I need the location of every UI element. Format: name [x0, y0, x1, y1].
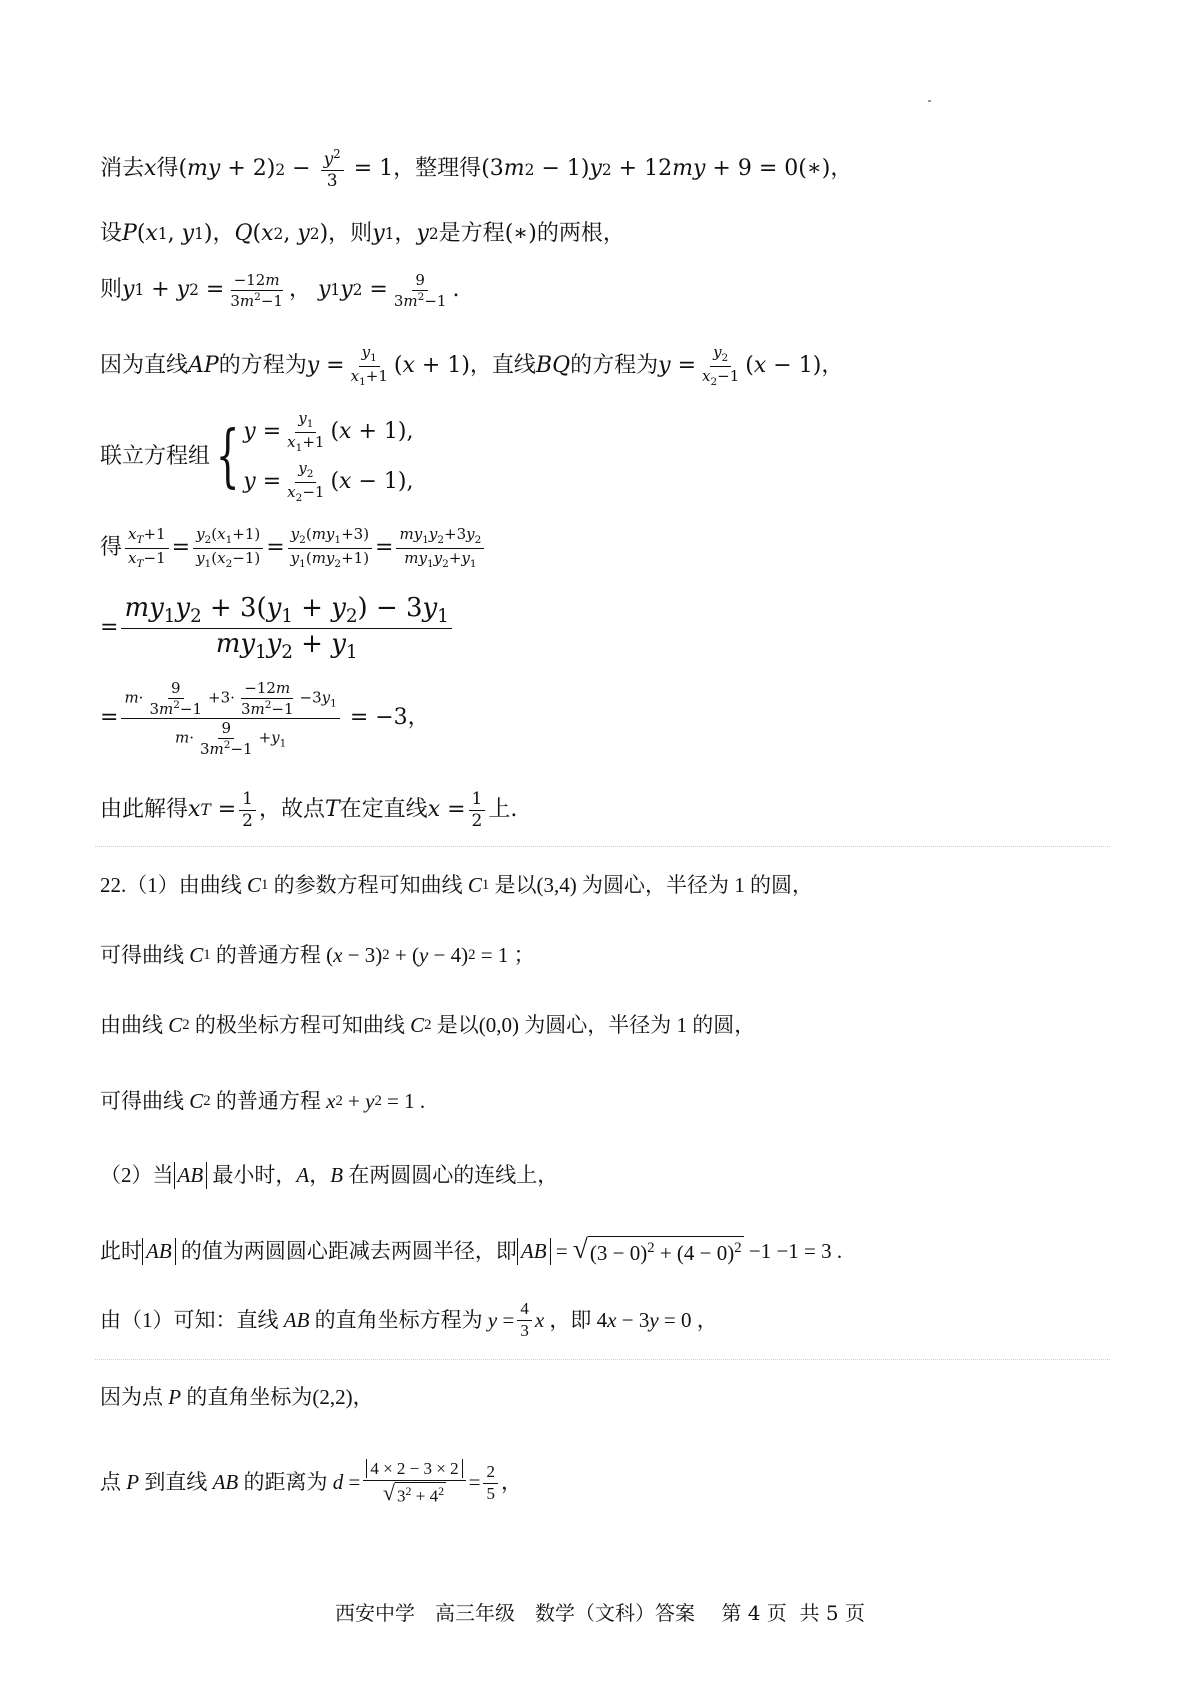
line-conclusion: 由此解得 x T = $\frac{1}{2}$ ，故点 T 在定直线 x = $\frac{1}{2}$ 上.	[100, 789, 518, 831]
part2-line-1: （2）当 AB 最小时， A ， B 在两圆圆心的连线上，	[100, 1162, 558, 1189]
q22-line-3: 由曲线 C 2 的极坐标方程可知曲线 C 2 是以 (0,0) 为圆心，半径为 1 的圆，	[100, 1013, 756, 1037]
part2-line-4: 因为点 P 的直角坐标为 (2,2)，	[100, 1385, 374, 1409]
section-divider	[95, 846, 1110, 847]
scan-speck	[928, 100, 931, 102]
line-lines-AP-BQ: 因为直线 AP 的方程为 y = $\frac{y_1}{x_1+1}$ ( x + 1) ，直线 BQ 的方程为 y = $\frac{y_2}{x_2-1}$ ( x − 1) ，	[100, 343, 844, 388]
q22-line-2: 可得曲线 C 1 的普通方程 ( x − 3) 2 + ( y − 4) 2 = 1 ；	[100, 943, 535, 967]
line-ratio-3: = m· $\frac{9}{3m^2-1}$ +3· $\frac{-12m}{3m^2-1}$ $-3y_1$ m· $\frac{9}{3m^2-1}$ $+y_1$ = −3，	[100, 679, 430, 758]
part2-line-5: 点 P 到直线 AB 的距离为 d = 4 × 2 − 3 × 2 √ $3^2 + 4^2$ = $\frac{2}{5}$ ，	[100, 1459, 522, 1506]
line-eliminate-x: 消去 x 得 ( my + 2) 2 − $\frac{y^2}{3}$ = 1 ，整理得 (3 m 2 − 1) y 2 + 12 my + 9 = 0(∗)，	[100, 147, 853, 192]
page-footer: 西安中学 高三年级 数学（文科）答案 第 4 页 共 5 页	[335, 1601, 865, 1625]
line-ratio: 得 $\frac{x_T+1}{x_T-1}$ = $\frac{y_2(x_1+1)}{y_1(x_2-1)}$ = $\frac{y_2(my_1+3)}{y_1(my_2+1)}$ = $\frac{my_1y_2+3y_2}{my_1y_2+y_1}$	[100, 526, 487, 570]
q22-line-4: 可得曲线 C 2 的普通方程 x 2 + y 2 = 1 .	[100, 1089, 426, 1113]
left-brace: {	[215, 417, 240, 497]
line-vieta: 则 y 1 + y 2 = $\frac{-12m}{3m^2-1}$ ， y 1 y 2 = $\frac{9}{3m^2-1}$ .	[100, 271, 460, 310]
part2-line-3: 由（1）可知：直线 AB 的直角坐标方程为 y = $\frac{4}{3}$ x ，即 4 x − 3 y = 0 ，	[100, 1299, 718, 1340]
line-system: 联立方程组 { y = $\frac{y_1}{x_1+1}$ ( x + 1), y = $\frac{y_2}{x_2-1}$ ( x − 1),	[100, 409, 414, 504]
section-divider-2	[95, 1359, 1110, 1360]
part2-line-2: 此时 AB 的值为两圆圆心距减去两圆半径，即 AB = √ $(3 - 0)^2 + (4 - 0)^2$ −1 −1 = 3 .	[100, 1236, 842, 1267]
line-set-points: 设 P ( x 1 , y 1 ) ， Q ( x 2 , y 2 ) ，则 y 1 ， y 2 是方程 (∗) 的两根，	[100, 221, 625, 246]
q22-line-1: 22.（1）由曲线 C 1 的参数方程可知曲线 C 1 是以 (3,4) 为圆心，半径为 1 的圆，	[100, 873, 813, 897]
line-ratio-2: = $\frac{my_1y_2 + 3(y_1 + y_2) - 3y_1}{my_1y_2 + y_1}$	[100, 594, 455, 663]
